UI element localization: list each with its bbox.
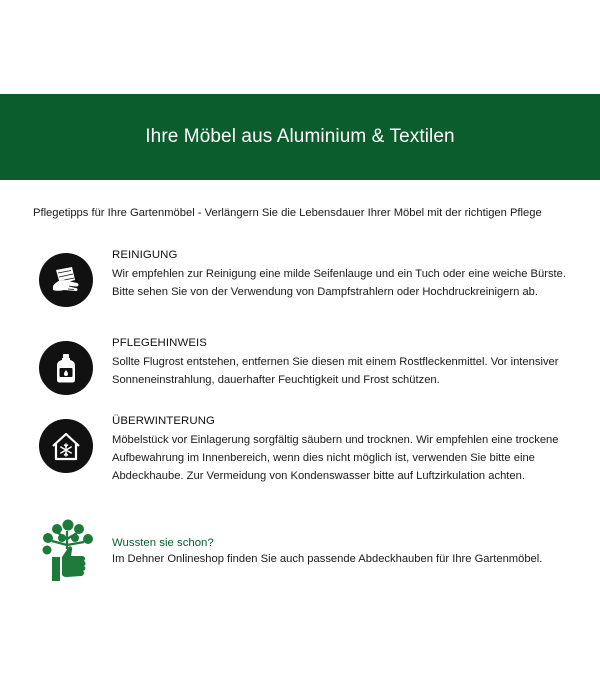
section-heading: PFLEGEHINWEIS — [112, 337, 207, 349]
section-line: Aufbewahrung im Innenbereich, wenn dies nicht möglich ist, verwenden Sie bitte eine — [112, 452, 535, 464]
tree-thumbs-up-icon — [38, 519, 98, 583]
header-banner — [0, 94, 600, 180]
section-line: Sollte Flugrost entstehen, entfernen Sie diesen mit einem Rostfleckenmittel. Vor intensiver — [112, 356, 559, 368]
section-line: Möbelstück vor Einlagerung sorgfältig säubern und trocknen. Wir empfehlen eine trockene — [112, 434, 559, 446]
house-snowflake-icon — [39, 419, 93, 473]
cleaning-cloth-icon — [39, 253, 93, 307]
section-line: Abdeckhaube. Zur Vermeidung von Kondenswasser bitte auf Luftzirkulation achten. — [112, 470, 525, 482]
section-heading: REINIGUNG — [112, 249, 178, 261]
section-care-note-text — [112, 337, 582, 389]
section-line: Wir empfehlen zur Reinigung eine milde Seifenlauge und ein Tuch oder eine weiche Bürste. — [112, 268, 566, 280]
section-line: Sonneneinstrahlung, dauerhafter Feuchtigkeit und Frost schützen. — [112, 374, 440, 386]
tip-body: Im Dehner Onlineshop finden Sie auch passende Abdeckhauben für Ihre Gartenmöbel. — [112, 553, 543, 565]
section-cleaning-text — [112, 249, 582, 301]
section-wintering-text — [112, 415, 582, 485]
care-bottle-icon — [39, 341, 93, 395]
section-heading: ÜBERWINTERUNG — [112, 415, 215, 427]
page-title: Ihre Möbel aus Aluminium & Textilen — [145, 126, 455, 147]
tip-heading: Wussten sie schon? — [112, 537, 214, 549]
section-line: Bitte sehen Sie von der Verwendung von Dampfstrahlern oder Hochdruckreinigern ab. — [112, 286, 538, 298]
intro-text: Pflegetipps für Ihre Gartenmöbel - Verlängern Sie die Lebensdauer Ihrer Möbel mit der richtigen Pflege — [33, 207, 542, 219]
tip-text — [112, 537, 582, 565]
